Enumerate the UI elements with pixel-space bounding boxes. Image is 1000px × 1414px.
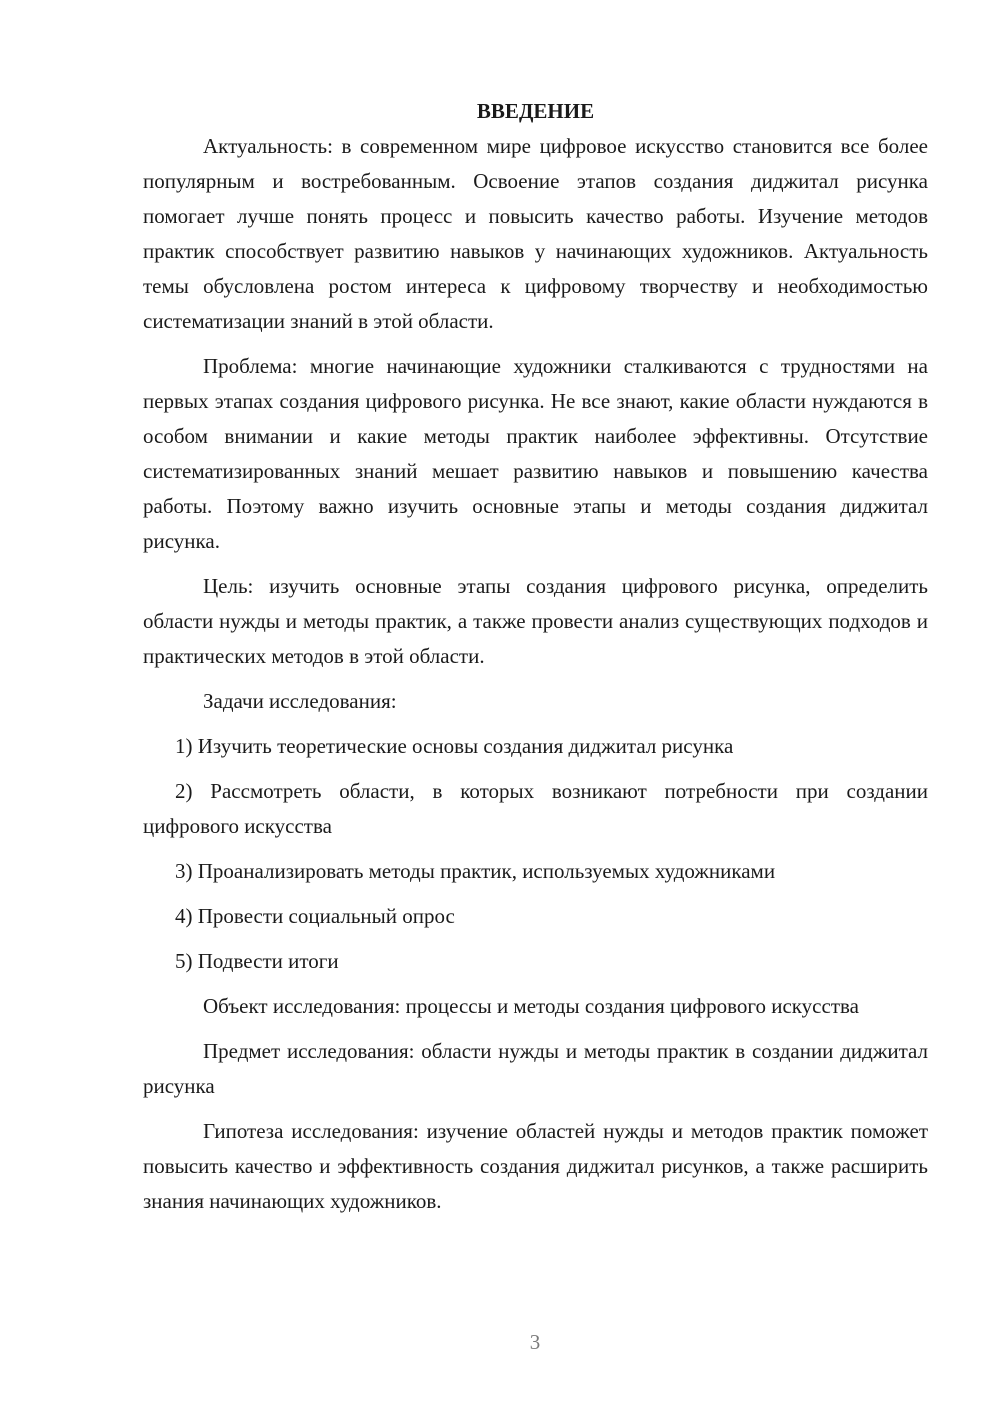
task-item-2: 2) Рассмотреть области, в которых возникают потребности при создании цифрового искусства — [143, 779, 928, 838]
paragraph-goal: Цель: изучить основные этапы создания цифрового рисунка, определить области нужды и методы практик, а также провести анализ существующих подходов и практических методов в этой области. — [143, 574, 928, 668]
paragraph-hypothesis: Гипотеза исследования: изучение областей нужды и методов практик поможет повысить качество и эффективность создания диджитал рисунков, а также расширить знания начинающих художников. — [143, 1119, 928, 1213]
paragraph-relevance: Актуальность: в современном мире цифровое искусство становится все более популярным и востребованным. Освоение этапов создания диджитал рисунка помогает лучше понять процесс и повысить качество работы. Изучение методов практик способствует развитию навыков у начинающих художников. Актуальность темы обусловлена ростом интереса к цифровому творчеству и необходимостью систематизации знаний в этой области. — [143, 134, 928, 333]
page-number: 3 — [529, 1330, 541, 1354]
paragraph-tasks-heading: Задачи исследования: — [203, 689, 397, 713]
task-item-5: 5) Подвести итоги — [175, 949, 339, 973]
task-item-4: 4) Провести социальный опрос — [175, 904, 455, 928]
paragraph-problem: Проблема: многие начинающие художники сталкиваются с трудностями на первых этапах создания цифрового рисунка. Не все знают, какие области нуждаются в особом внимании и какие методы практик наиболее эффективны. Отсутствие систематизированных знаний мешает развитию навыков и повышению качества работы. Поэтому важно изучить основные этапы и методы создания диджитал рисунка. — [143, 354, 928, 553]
paragraph-object: Объект исследования: процессы и методы создания цифрового искусства — [203, 994, 859, 1018]
page-content — [143, 94, 928, 1229]
section-title: ВВЕДЕНИЕ — [476, 99, 595, 123]
task-item-1: 1) Изучить теоретические основы создания диджитал рисунка — [175, 734, 734, 758]
task-item-3: 3) Проанализировать методы практик, используемых художниками — [175, 859, 776, 883]
paragraph-subject: Предмет исследования: области нужды и методы практик в создании диджитал рисунка — [143, 1039, 928, 1098]
